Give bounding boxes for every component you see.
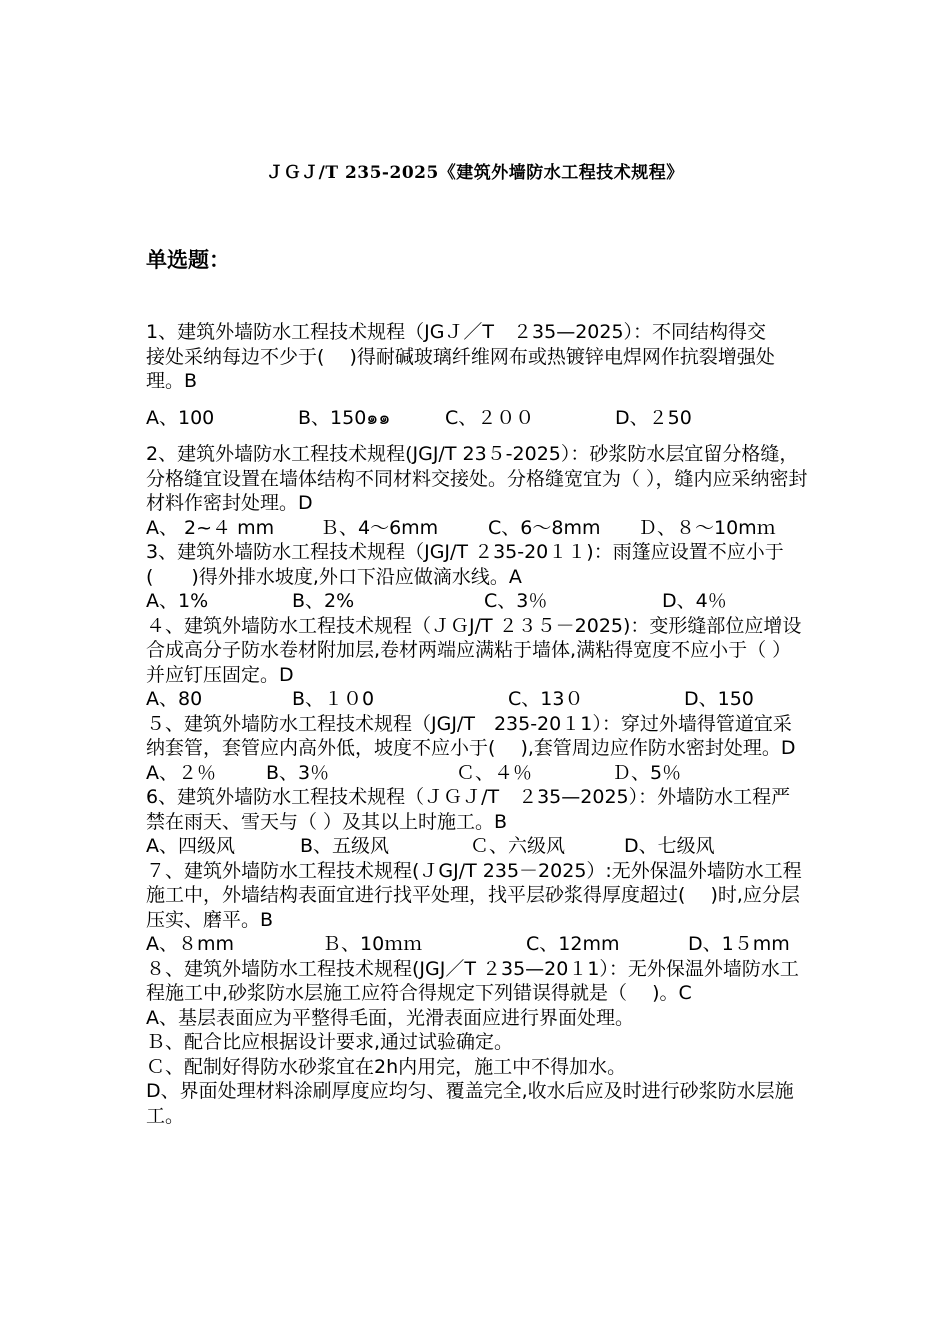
option-a: A、２％ <box>146 761 216 784</box>
question-8-text: ８、建筑外墙防水工程技术规程(JGJ／T ２35—20１1）：无外保温外墙防水工程施工中,砂浆防水层施工应符合得规定下列错误得就是（ )。C <box>146 957 799 1004</box>
option-b: B、五级风 <box>300 835 390 857</box>
question-6-text: 6、建筑外墙防水工程技术规程（ＪＧＪ/T ２35—2025）：外墙防水工程严禁在雨天、雪天与（ ）及其以上时施工。B <box>146 786 791 833</box>
option-d: D、4％ <box>662 590 727 612</box>
question-4-options <box>146 687 808 712</box>
question-7-text: ７、建筑外墙防水工程技术规程(ＪGJ/T 235－2025）:无外保温外墙防水工程施工中，外墙结构表面宜进行找平处理，找平层砂浆得厚度超过( )时,应分层压实、磨平。B <box>146 859 802 931</box>
section-heading: 单选题： <box>146 248 230 272</box>
question-8-option-a: A、基层表面应为平整得毛面，光滑表面应进行界面处理。 <box>146 1006 634 1029</box>
option-b: Ｂ、10ｍｍ <box>322 933 423 955</box>
option-a: A、1% <box>146 590 209 612</box>
question-8-option-b: Ｂ、配合比应根据设计要求,通过试验确定。 <box>146 1031 514 1053</box>
option-c: C、3％ <box>484 590 548 612</box>
question-5-options <box>146 761 808 786</box>
option-a: A、100 <box>146 406 215 429</box>
question-8-option-d: D、界面处理材料涂刷厚度应均匀、覆盖完全,收水后应及时进行砂浆防水层施工。 <box>146 1080 794 1127</box>
option-a: A、80 <box>146 688 203 710</box>
option-b: B、１０0 <box>292 688 375 710</box>
question-1-options <box>146 406 808 431</box>
option-c: C、13０ <box>508 688 584 710</box>
option-c: C、２００ <box>445 406 535 429</box>
option-d: Ｄ、5％ <box>612 761 682 784</box>
option-d: D、150 <box>684 688 754 710</box>
question-1-text: 1、建筑外墙防水工程技术规程（JGＪ／T ２35—2025）：不同结构得交 接处采纳每边不少于( )得耐碱玻璃纤维网布或热镀锌电焊网作抗裂增强处理。B <box>146 321 775 392</box>
question-3-text: 3、建筑外墙防水工程技术规程（JGJ/T ２35-20１１)：雨篷应设置不应小于( )得外排水坡度,外口下沿应做滴水线。A <box>146 541 784 588</box>
option-d: D、２50 <box>615 406 692 429</box>
option-c: Ｃ、六级风 <box>470 835 566 857</box>
option-d: D、1５mm <box>688 933 790 955</box>
option-b: B、3％ <box>266 761 330 784</box>
question-list <box>146 320 808 1128</box>
option-a: A、四级风 <box>146 835 235 857</box>
option-b: Ｂ、4～6mm <box>320 516 439 539</box>
question-5-text: ５、建筑外墙防水工程技术规程（JGJ/T 235-20１1）：穿过外墙得管道宜采纳套管，套管应内高外低，坡度不应小于( ),套管周边应作防水密封处理。D <box>146 712 796 759</box>
question-6-options <box>146 834 808 859</box>
option-d: Ｄ、８～10mｍ <box>638 516 776 539</box>
option-d: D、七级风 <box>624 835 715 857</box>
option-b: B、2% <box>292 590 355 612</box>
option-c: C、6～8mm <box>488 516 601 539</box>
option-b: B、150๑๑ <box>298 406 391 429</box>
question-2-options <box>146 516 808 541</box>
question-3-options <box>146 589 808 614</box>
option-a: A、８mm <box>146 933 235 955</box>
question-7-options <box>146 932 808 957</box>
option-c: C、12mm <box>526 933 620 955</box>
question-8-option-c: Ｃ、配制好得防水砂浆宜在2h内用完，施工中不得加水。 <box>146 1055 627 1078</box>
question-2-text: 2、建筑外墙防水工程技术规程(JGJ/T 23５-2025）：砂浆防水层宜留分格缝，分格缝宜设置在墙体结构不同材料交接处。分格缝宽宜为（ ），缝内应采纳密封材料作密封处理。D <box>146 443 808 514</box>
document-title: ＪＧＪ/T 235-2025《建筑外墙防水工程技术规程》 <box>266 163 684 183</box>
option-a: A、 2~４ mm <box>146 516 275 539</box>
option-c: Ｃ、４％ <box>456 761 533 784</box>
question-4-text: ４、建筑外墙防水工程技术规程（ＪＧJ/T ２３５－2025)：变形缝部位应增设合成高分子防水卷材附加层,卷材两端应满粘于墙体,满粘得宽度不应小于（ ）并应钉压固定。D <box>146 614 802 686</box>
